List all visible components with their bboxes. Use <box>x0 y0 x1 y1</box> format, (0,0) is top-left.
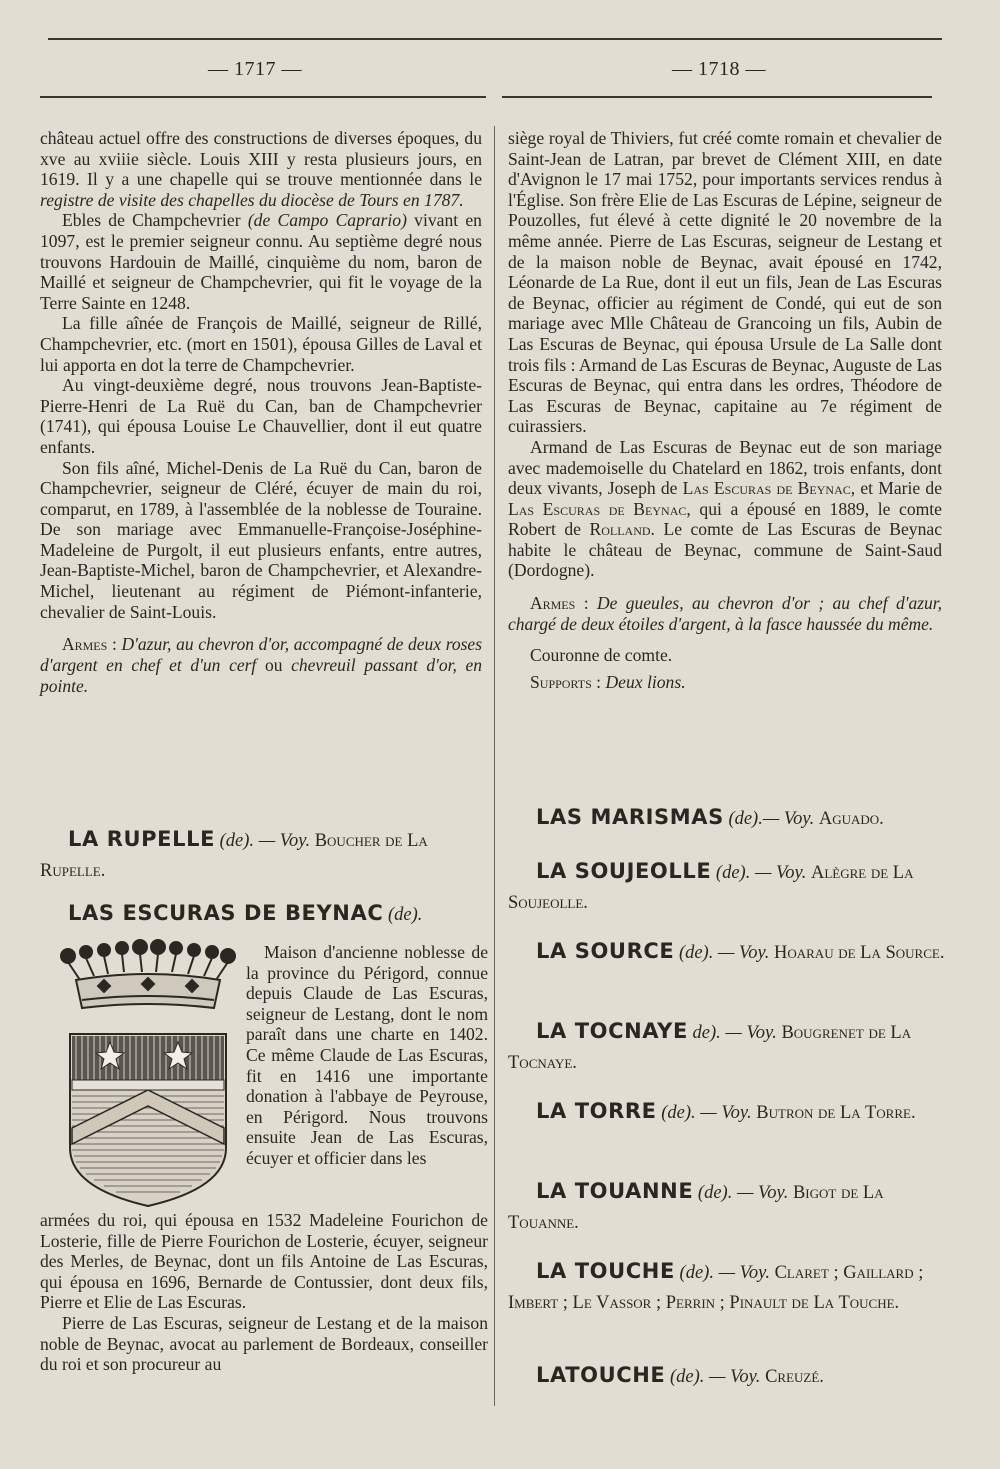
entry-reference: Hoarau de La Source. <box>774 943 945 963</box>
paragraph: armées du roi, qui épousa en 1532 Madeleine Fourichon de Losterie, fille de Pierre Fourichon de Losterie, écuyer, seigneur des Merles, de Beynac, dont un fils Antoine de Las Escuras, qui épousa en 1696, Bernarde de Contussier, dont deux fils, Pierre et Elie de Las Escuras. <box>40 1210 488 1313</box>
entry-voy: Voy. <box>746 1023 777 1043</box>
entry-voy: Voy. <box>739 1263 770 1283</box>
entry-name: LA TOUANNE <box>536 1179 694 1203</box>
coat-of-arms-illustration <box>58 938 238 1210</box>
entry-de: (de). — <box>679 1263 736 1283</box>
paragraph: Ebles de Champchevrier (de Campo Caprario) vivant en 1097, est le premier seigneur connu. Au septième degré nous trouvons Hardouin de Maillé, cinquième du nom, baron de Maillé et seigneur de Champchevrier, qui fit le voyage de la Terre Sainte en 1248. <box>40 210 482 313</box>
entry-reference: Bougrenet de La Tocnaye. <box>508 1023 912 1073</box>
entry-voy: Voy. <box>758 1183 789 1203</box>
paragraph: Pierre de Las Escuras, seigneur de Lestang et de la maison noble de Beynac, avocat au parlement de Bordeaux, conseiller du roi et son procureur au <box>40 1312 488 1375</box>
entry-reference: Aguado. <box>818 809 884 829</box>
entry-de: (de).— <box>728 809 780 829</box>
entry-la-rupelle: LA RUPELLE (de). — Voy. Boucher de La Rupelle. <box>40 827 428 881</box>
entry-voy: Voy. <box>721 1103 752 1123</box>
entry-name: LA TOUCHE <box>536 1259 675 1283</box>
supports-line: Supports : Deux lions. <box>530 671 686 692</box>
couronne-line: Couronne de comte. <box>530 645 673 666</box>
cross-reference-entry <box>508 802 948 834</box>
cross-reference-entry <box>508 1176 948 1238</box>
entry-name: LA TOCNAYE <box>536 1019 688 1043</box>
entry-name: LAS MARISMAS <box>536 805 724 829</box>
cross-reference-entry <box>508 1360 948 1392</box>
cross-reference-entry <box>508 936 948 968</box>
entry-de: (de). — <box>670 1367 726 1387</box>
entry-de: (de). — <box>661 1103 717 1123</box>
cross-reference-entry <box>508 1096 948 1128</box>
paragraph: Son fils aîné, Michel-Denis de La Ruë du Can, baron de Champchevrier, seigneur de Cléré, écuyer de main du roi, comparut, en 1789, à l'assemblée de la noblesse de Touraine. De son mariage avec Emmanuelle-Françoise-Joséphine-Madeleine de Purgolt, il eut plusieurs enfants, entre autres, Jean-Baptiste-Michel, baron de Champchevrier, et Alexandre-Michel, lieutenant au régiment de Piémont-infanterie, chevalier de Saint-Louis. <box>40 457 482 622</box>
entry-reference: Creuzé. <box>765 1367 824 1387</box>
paragraph: La fille aînée de François de Maillé, seigneur de Rillé, Champchevrier, etc. (mort en 1501), épousa Gilles de Laval et lui apporta en dot la terre de Champchevrier. <box>40 313 482 375</box>
cross-reference-entry <box>508 1256 948 1318</box>
entry-name: LA TORRE <box>536 1099 657 1123</box>
page-number-left: — 1717 — <box>208 58 302 80</box>
left-column-bottom <box>40 1210 488 1375</box>
las-escuras-wrapped-text: Maison d'ancienne noblesse de la province du Périgord, connue depuis Claude de Las Escuras, seigneur de Lestang, dont le nom paraît dans une charte en 1402. Ce même Claude de Las Escuras, fit en 1416 une importante donation à l'abbaye de Peyrouse, en Périgord. Nous trouvons ensuite Jean de Las Escuras, écuyer et officier dans les <box>246 942 488 1168</box>
entry-name: LA SOURCE <box>536 939 675 963</box>
paragraph: château actuel offre des constructions de diverses époques, du xve au xviiie siècle. Louis XIII y resta plusieurs jours, en 1619. Il y a une chapelle qui se trouve mentionnée dans le registre de visite des chapelles du diocèse de Tours en 1787. <box>40 128 482 210</box>
paragraph: siège royal de Thiviers, fut créé comte romain et chevalier de Saint-Jean de Latran, par brevet de Clément XIII, en date d'Avignon le 17 mai 1752, pour importants services rendus à l'Église. Son frère Elie de Las Escuras de Lépine, seigneur de Pouzolles, fut élevé à cette dignité le 20 novembre de la même année. Pierre de Las Escuras, seigneur de Lestang et de la maison noble de Beynac, avait épousé en 1742, Léonarde de La Rue, dont il eut un fils, Jean de Las Escuras de Beynac, officier au régiment de Condé, qui eut de son mariage avec Mlle Château de Grancoing un fils, Aubin de Las Escuras de Beynac, qui épousa Ursule de La Salle dont trois fils : Armand de Las Escuras de Beynac, Auguste de Las Escuras de Beynac, qui entra dans les ordres, Théodore de Las Escuras de Beynac, capitaine au 7e régiment de cuirassiers. <box>508 128 942 437</box>
crown-icon <box>61 940 235 1008</box>
left-column-top <box>40 128 482 697</box>
entry-name: LA SOUJEOLLE <box>536 859 712 883</box>
entry-reference: Butron de La Torre. <box>756 1103 916 1123</box>
entry-las-escuras-heading: LAS ESCURAS DE BEYNAC (de). <box>68 901 423 925</box>
entry-voy: Voy. <box>776 863 807 883</box>
header-rule-right <box>502 96 932 98</box>
entry-reference: Bigot de La Touanne. <box>508 1183 884 1233</box>
entry-de: (de). — <box>715 863 772 883</box>
cross-reference-entry <box>508 1016 948 1078</box>
top-rule <box>48 38 942 40</box>
entry-de: (de). — <box>678 943 735 963</box>
shield-icon <box>70 1034 226 1206</box>
page-number-right: — 1718 — <box>672 58 766 80</box>
paragraph: Armand de Las Escuras de Beynac eut de son mariage avec mademoiselle du Chatelard en 1862, trois enfants, dont deux vivants, Joseph de Las Escuras de Beynac, et Marie de Las Escuras de Beynac, qui a épousé en 1889, le comte Robert de Rolland. Le comte de Las Escuras de Beynac habite le château de Beynac, commune de Saint-Saud (Dordogne). <box>508 436 943 581</box>
entry-de: de). — <box>692 1023 742 1043</box>
header-rule-left <box>40 96 486 98</box>
armes-paragraph: Armes : D'azur, au chevron d'or, accompagné de deux roses d'argent en chef et d'un cerf ou chevreuil passant d'or, en pointe. <box>40 634 483 697</box>
entry-name: LATOUCHE <box>536 1363 666 1387</box>
entry-voy: Voy. <box>739 943 770 963</box>
cross-reference-entry <box>508 856 948 918</box>
entry-reference: Alègre de La Soujeolle. <box>508 863 914 913</box>
entry-voy: Voy. <box>730 1367 761 1387</box>
right-column-top <box>508 128 942 692</box>
entry-voy: Voy. <box>783 809 815 829</box>
entry-de: (de). — <box>697 1183 754 1203</box>
armes-paragraph: Armes : De gueules, au chevron d'or ; au chef d'azur, chargé de deux étoiles d'argent, à la fasce haussée du même. <box>508 593 943 635</box>
paragraph: Au vingt-deuxième degré, nous trouvons Jean-Baptiste-Pierre-Henri de La Ruë du Can, ban de Champchevrier (1741), qui épousa Louise Le Chauvellier, dont il eut quatre enfants. <box>40 375 482 457</box>
entry-reference: Claret ; Gaillard ; Imbert ; Le Vassor ; Perrin ; Pinault de La Touche. <box>508 1263 924 1313</box>
column-divider <box>494 126 495 1406</box>
